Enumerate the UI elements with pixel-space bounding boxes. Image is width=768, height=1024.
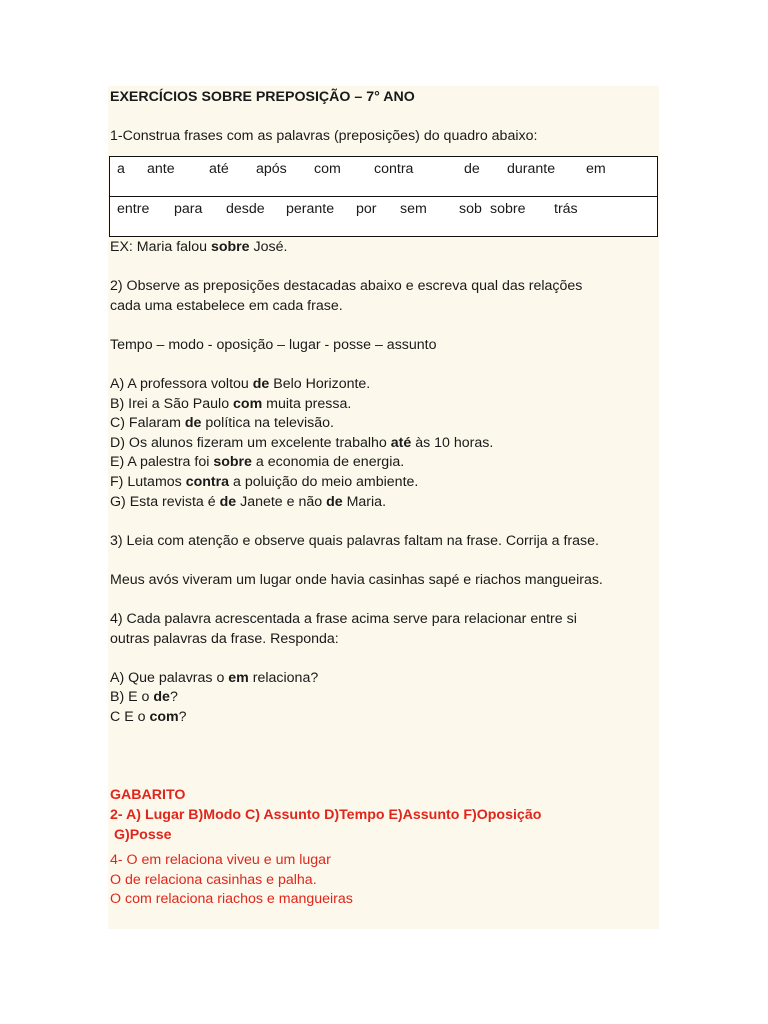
list-item: E) A palestra foi sobre a economia de energia. (110, 454, 405, 471)
preposition-word: para (174, 200, 203, 217)
table-cell-row2 (110, 196, 658, 236)
list-item: 4- O em relaciona viveu e um lugar (110, 852, 331, 869)
list-item: A) Que palavras o em relaciona? (110, 669, 319, 686)
preposition-word: por (356, 200, 377, 217)
preposition-word: contra (374, 160, 414, 177)
table-cell-row1 (110, 156, 658, 196)
preposition-word: perante (286, 200, 335, 217)
question-4-line-2: outras palavras da frase. Responda: (110, 630, 339, 647)
list-item: G) Esta revista é de Janete e não de Maria. (110, 493, 387, 510)
question-1: 1-Construa frases com as palavras (preposições) do quadro abaixo: (110, 128, 538, 145)
question-2-line-2: cada uma estabelece em cada frase. (110, 297, 343, 314)
question-2-line-1: 2) Observe as preposições destacadas abaixo e escreva qual das relações (110, 277, 583, 294)
answer-key-q4 (110, 851, 658, 910)
list-item: O de relaciona casinhas e palha. (110, 871, 317, 888)
preposition-word: entre (117, 200, 150, 217)
prepositions-row-1 (117, 157, 657, 180)
list-item: B) E o de? (110, 689, 178, 706)
preposition-word: sobre (490, 200, 526, 217)
question-3: 3) Leia com atenção e observe quais palavras faltam na frase. Corrija a frase. (110, 532, 599, 549)
preposition-word: a (117, 160, 125, 177)
list-item: F) Lutamos contra a poluição do meio ambiente. (110, 473, 419, 490)
table-row (110, 156, 658, 196)
list-item: C E o com? (110, 709, 187, 726)
list-item: B) Irei a São Paulo com muita pressa. (110, 395, 352, 412)
prepositions-row-2 (117, 197, 657, 220)
preposition-word: após (256, 160, 287, 177)
preposition-word: trás (554, 200, 578, 217)
preposition-word: com (314, 160, 341, 177)
preposition-word: desde (226, 200, 265, 217)
document-content (110, 86, 658, 910)
list-item: C) Falaram de política na televisão. (110, 415, 334, 432)
table-row (110, 196, 658, 236)
preposition-word: sem (400, 200, 427, 217)
list-item: D) Os alunos fizeram um excelente trabalho até às 10 horas. (110, 434, 494, 451)
prepositions-table (109, 156, 658, 237)
preposition-word: de (464, 160, 480, 177)
preposition-word: ante (147, 160, 175, 177)
list-item: A) A professora voltou de Belo Horizonte. (110, 375, 371, 392)
question-3-sentence: Meus avós viveram um lugar onde havia casinhas sapé e riachos mangueiras. (110, 571, 603, 588)
preposition-word: sob (459, 200, 482, 217)
question-4-line-1: 4) Cada palavra acrescentada a frase acima serve para relacionar entre si (110, 611, 577, 628)
answer-key-heading: GABARITO (110, 787, 186, 804)
preposition-word: durante (507, 160, 556, 177)
answer-key-line-1: 2- A) Lugar B)Modo C) Assunto D)Tempo E)Assunto F)Oposição (110, 807, 542, 823)
page-title: EXERCÍCIOS SOBRE PREPOSIÇÃO – 7° ANO (110, 89, 415, 105)
preposition-word: em (586, 160, 606, 177)
document-page (108, 86, 659, 929)
relations-list: Tempo – modo - oposição – lugar - posse – assunto (110, 336, 437, 353)
list-item: O com relaciona riachos e mangueiras (110, 891, 353, 908)
preposition-word: até (209, 160, 229, 177)
answer-key-line-2: G)Posse (110, 826, 172, 843)
example-line: EX: Maria falou sobre José. (110, 238, 288, 255)
